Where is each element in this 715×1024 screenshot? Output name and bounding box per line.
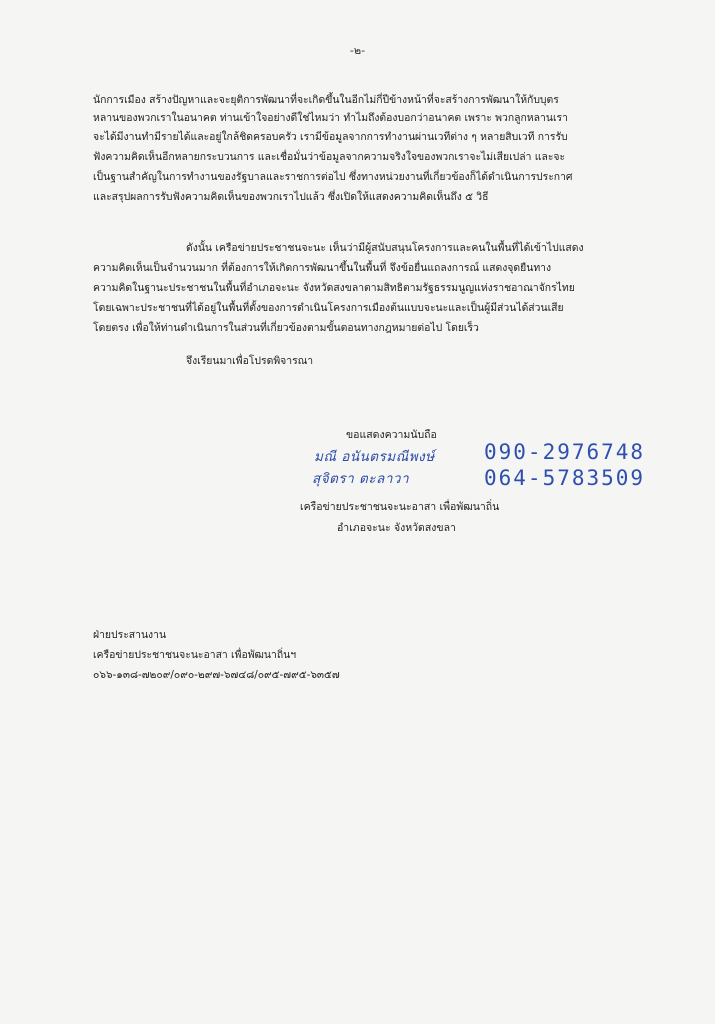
signature-label: ขอแสดงความนับถือ [346, 429, 437, 441]
paragraph-1-line: หลานของพวกเราในอนาคต ท่านเข้าใจอย่างดีใช่ไหมว่า ทำไมถึงต้องบอกว่าอนาคต เพราะ พวกลูกหลานเรา [93, 112, 568, 124]
signature-org-line-2: อำเภอจะนะ จังหวัดสงขลา [337, 522, 456, 534]
footer-title: ฝ่ายประสานงาน [93, 629, 167, 641]
paragraph-1-line: และสรุปผลการรับฟังความคิดเห็นของพวกเราไปแล้ว ซึ่งเปิดให้แสดงความคิดเห็นถึง ๕ วิธี [93, 191, 489, 203]
paragraph-2-line: ดังนั้น เครือข่ายประชาชนจะนะ เห็นว่ามีผู้สนับสนุนโครงการและคนในพื้นที่ได้เข้าไปแสดง [186, 242, 584, 254]
signature-org-line-1: เครือข่ายประชาชนจะนะอาสา เพื่อพัฒนาถิ่น [300, 501, 500, 513]
paragraph-2-line: ความคิดในฐานะประชาชนในพื้นที่อำเภอจะนะ จังหวัดสงขลาตามสิทธิตามรัฐธรรมนูญแห่งราชอาณาจักรไทย [93, 282, 575, 294]
page-number: -๒- [349, 44, 366, 57]
paragraph-2-line: โดยตรง เพื่อให้ท่านดำเนินการในส่วนที่เกี่ยวข้องตามขั้นตอนทางกฎหมายต่อไป โดยเร็ว [93, 322, 479, 334]
paragraph-1-line: นักการเมือง สร้างปัญหาและจะยุติการพัฒนาที่จะเกิดขึ้นในอีกไม่กี่ปีข้างหน้าที่จะสร้างการพัฒนาให้กับบุตร [93, 94, 559, 106]
paragraph-1-line: เป็นฐานสำคัญในการทำงานของรัฐบาลและราชการต่อไป ซึ่งทางหน่วยงานที่เกี่ยวข้องก็ได้ดำเนินการประกาศ [93, 171, 573, 183]
footer-org: เครือข่ายประชาชนจะนะอาสา เพื่อพัฒนาถิ่นฯ [93, 649, 297, 661]
paragraph-1-line: จะได้มีงานทำมีรายได้และอยู่ใกล้ชิดครอบครัว เรามีข้อมูลจากการทำงานผ่านเวทีต่าง ๆ หลายสิบเวที การรับ [93, 131, 568, 143]
signature-name-1: มณี อนันตรมณีพงษ์ [314, 449, 435, 465]
footer-phone-numbers: ๐๖๖-๑๓๘-๗๒๐๙/๐๙๐-๒๙๗-๖๗๔๘/๐๙๕-๗๙๕-๖๓๕๗ [93, 669, 340, 681]
closing-line: จึงเรียนมาเพื่อโปรดพิจารณา [186, 355, 314, 367]
paragraph-2-line: ความคิดเห็นเป็นจำนวนมาก ที่ต้องการให้เกิดการพัฒนาขึ้นในพื้นที่ จึงข้อยื่นแถลงการณ์ แสดงจุดยืนทาง [93, 262, 552, 274]
signature-phone-1: 090-2976748 [484, 440, 646, 464]
paragraph-1-line: ฟังความคิดเห็นอีกหลายกระบวนการ และเชื่อมั่นว่าข้อมูลจากความจริงใจของพวกเราจะไม่เสียเปล่า และจะ [93, 151, 566, 163]
paragraph-2-line: โดยเฉพาะประชาชนที่ได้อยู่ในพื้นที่ตั้งของการดำเนินโครงการเมืองต้นแบบจะนะและเป็นผู้มีส่วนได้ส่วนเสีย [93, 302, 564, 314]
signature-phone-2: 064-5783509 [484, 466, 646, 490]
signature-name-2: สุจิตรา ตะลาวา [312, 471, 410, 487]
